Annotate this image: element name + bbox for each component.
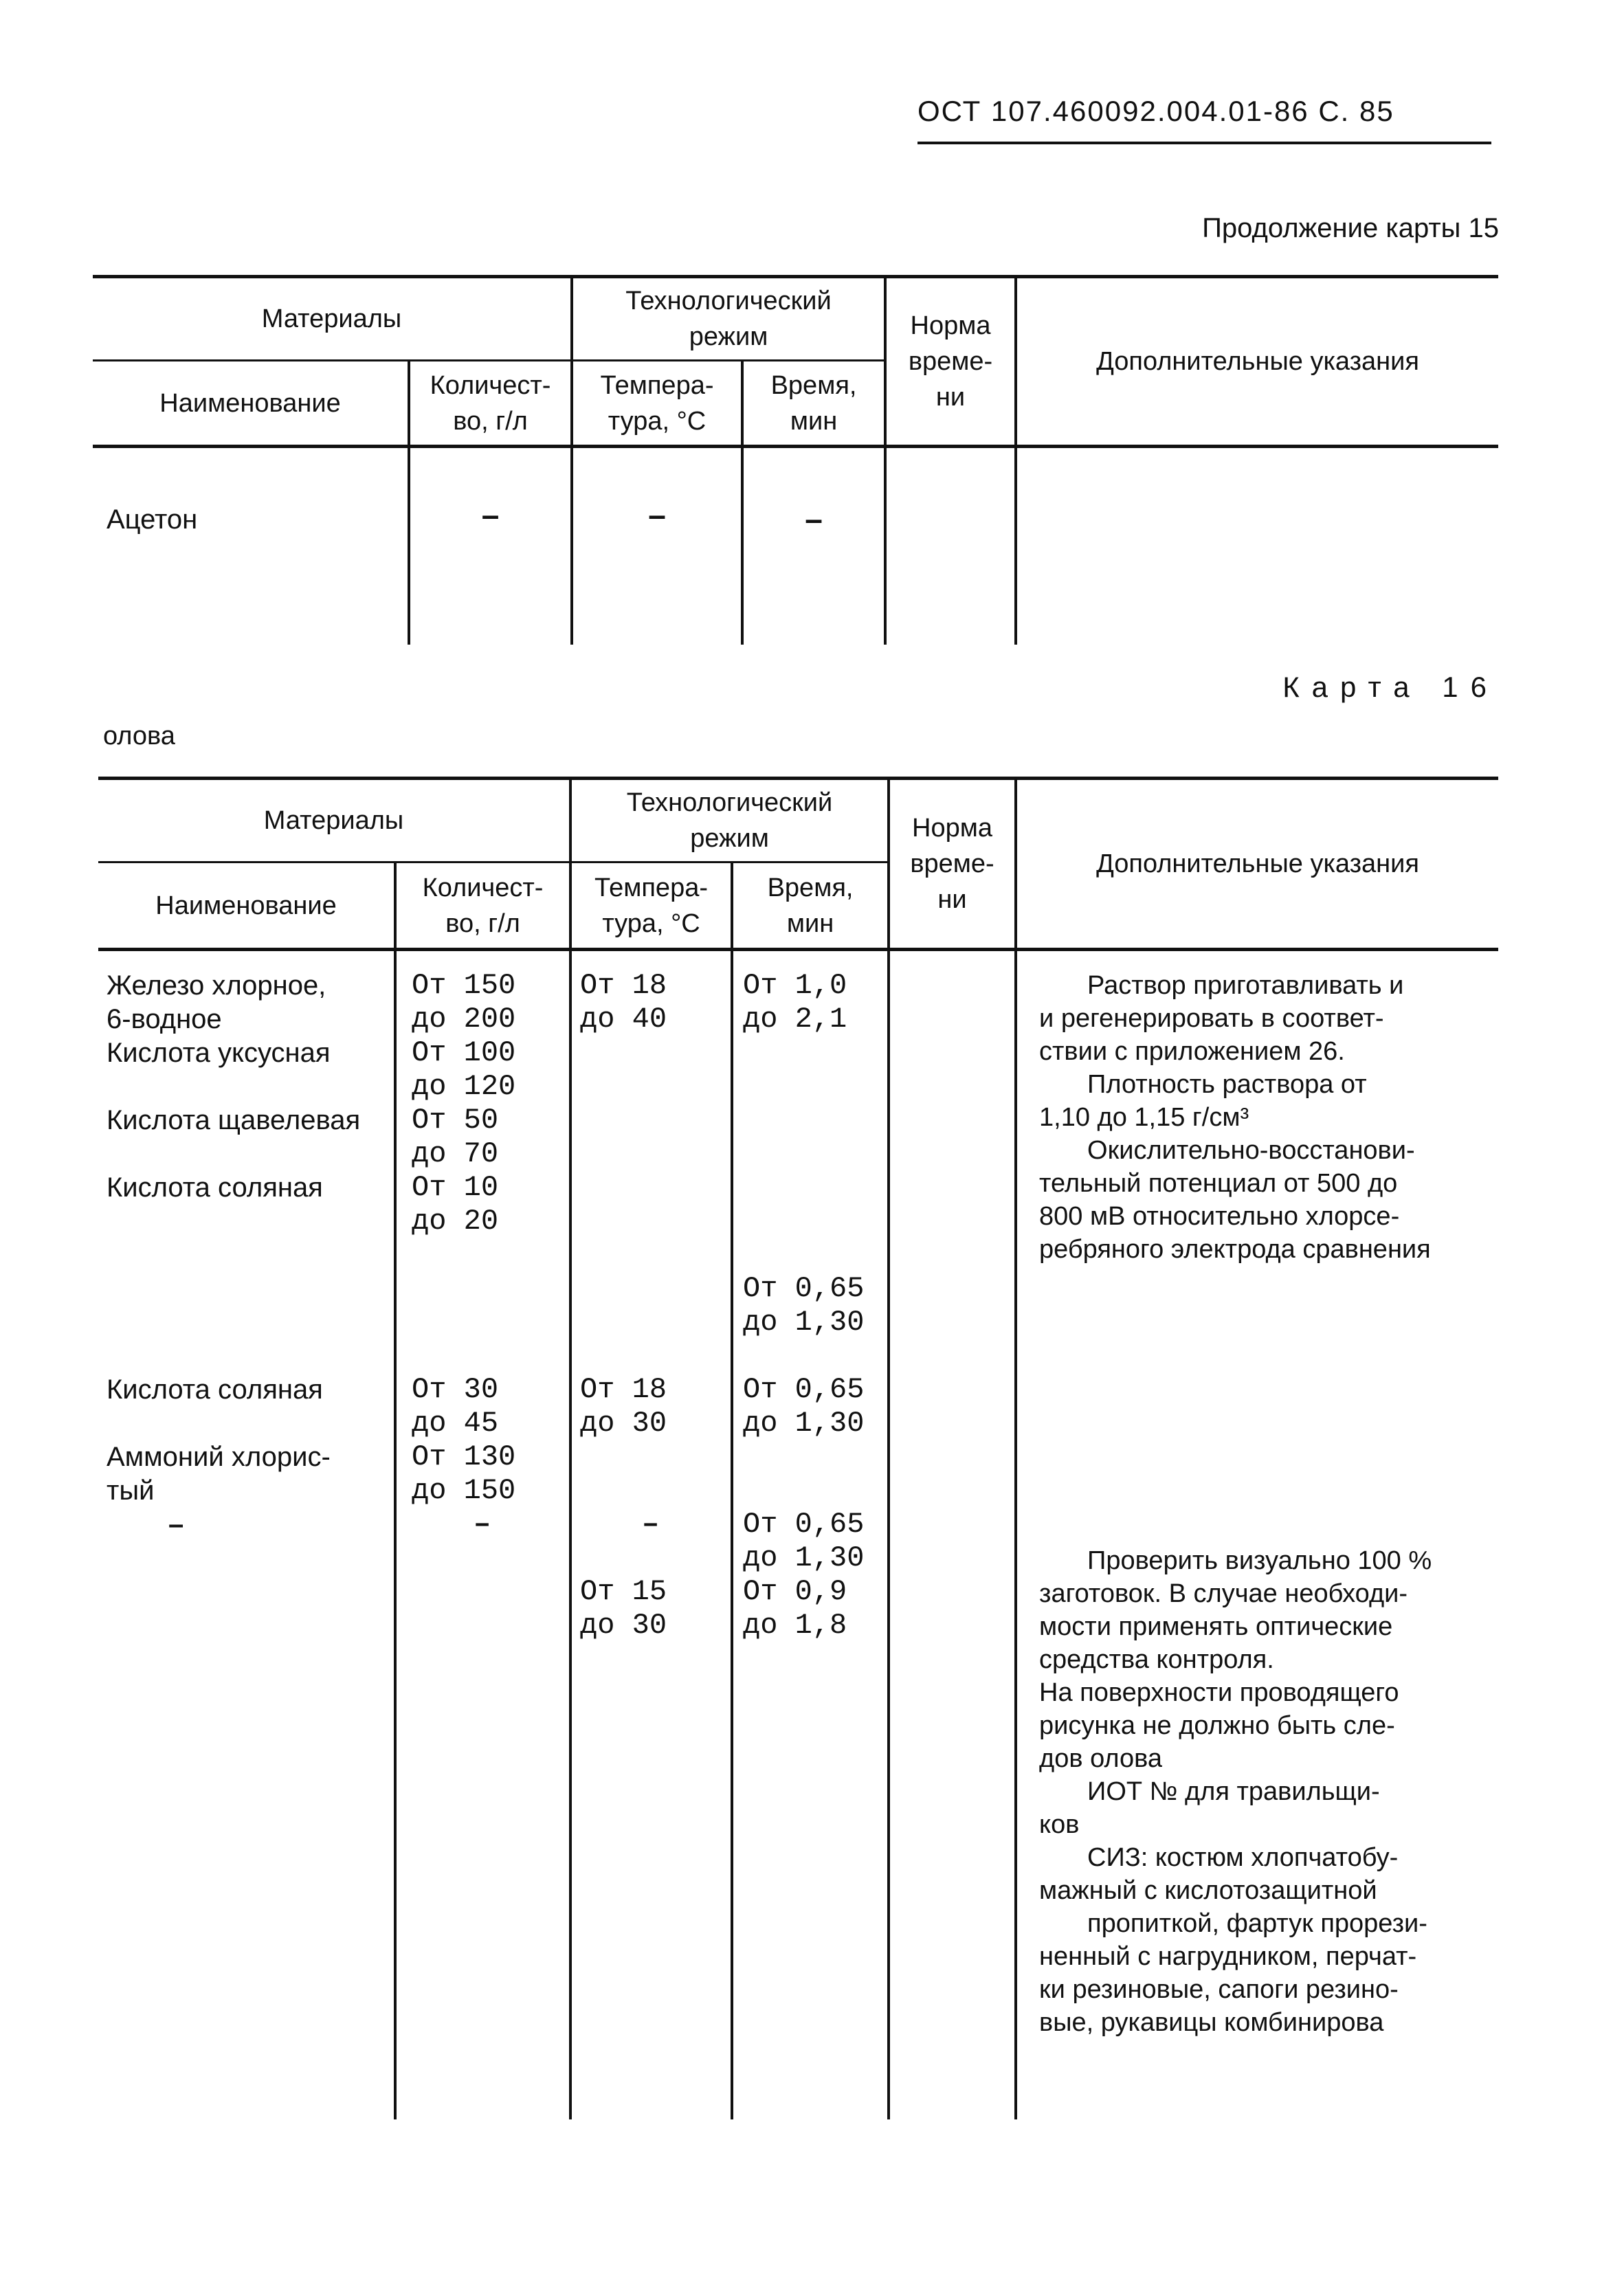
note-line: заготовок. В случае необходи- [1039, 1579, 1408, 1608]
col-time: Время, мин [732, 862, 889, 950]
material-quantity: От 10 [412, 1171, 499, 1204]
notes-inspection [1039, 1544, 1498, 2039]
note-line: Раствор приготавливать и [1087, 971, 1404, 1000]
temperature-value [580, 1205, 731, 1238]
material-quantity [412, 1541, 569, 1575]
material-quantity: От 50 [412, 1104, 499, 1137]
material-name [107, 1306, 394, 1339]
temperature-value [580, 1070, 731, 1104]
col-tech-mode: Технологический режим [572, 277, 885, 361]
time-value [743, 1474, 887, 1508]
temperature-column [580, 969, 731, 1642]
time-value [743, 1440, 887, 1474]
temperature-value [580, 1306, 731, 1339]
norm-column [889, 950, 1016, 2119]
col-temperature: Темпера- тура, °С [572, 361, 742, 447]
note-line: рисунка не должно быть сле- [1039, 1711, 1395, 1740]
material-name [107, 1137, 394, 1171]
names-column [107, 969, 394, 1642]
material-quantity: до 120 [412, 1070, 516, 1103]
material-name [107, 1339, 394, 1373]
material-name [107, 1205, 394, 1238]
material-quantity: От 30 [412, 1373, 499, 1406]
temperature-value: От 18 [580, 1373, 667, 1406]
note-line: На поверхности проводящего [1039, 1678, 1399, 1707]
material-name [107, 1541, 394, 1575]
temperature-value [580, 1171, 731, 1205]
material-quantity: От 130 [412, 1440, 516, 1473]
material-quantity [412, 1339, 569, 1373]
acetone-time: – [742, 447, 885, 645]
material-name: Кислота уксусная [107, 1038, 331, 1068]
document-code: ОСТ 107.460092.004.01-86 С. 85 [917, 95, 1394, 127]
note-line: ки резиновые, сапоги резино- [1039, 1975, 1399, 2004]
material-quantity: до 70 [412, 1137, 499, 1170]
material-name: тый [107, 1475, 155, 1506]
time-value [743, 1238, 887, 1272]
col-time-norm: Норма време- ни [885, 277, 1016, 447]
material-quantity [412, 1575, 569, 1609]
material-name: Железо хлорное, [107, 970, 326, 1001]
col-name: Наименование [98, 862, 395, 950]
material-quantity: до 200 [412, 1003, 516, 1036]
material-name: Кислота соляная [107, 1172, 323, 1203]
time-value: до 1,8 [743, 1609, 847, 1642]
material-name: Кислота щавелевая [107, 1105, 361, 1135]
material-name: – [168, 1509, 184, 1539]
material-name: 6-водное [107, 1004, 222, 1034]
note-line: Окислительно-восстанови- [1087, 1136, 1415, 1165]
acetone-norm [885, 447, 1016, 645]
col-quantity: Количест- во, г/л [409, 361, 572, 447]
time-value [743, 1171, 887, 1205]
material-quantity: до 45 [412, 1407, 499, 1440]
time-value: От 0,65 [743, 1272, 865, 1305]
material-quantity: до 20 [412, 1205, 499, 1238]
note-line: и регенерировать в соответ- [1039, 1004, 1384, 1033]
quantity-column [412, 969, 569, 1642]
note-line: Плотность раствора от [1087, 1070, 1367, 1099]
note-line: 800 мВ относительно хлорсе- [1039, 1202, 1400, 1231]
time-value: От 1,0 [743, 969, 847, 1002]
note-line: дов олова [1039, 1744, 1163, 1773]
note-line: ков [1039, 1810, 1080, 1839]
col-additional: Дополнительные указания [1016, 779, 1498, 950]
material-quantity: От 100 [412, 1036, 516, 1069]
note-line: мажный с кислотозащитной [1039, 1876, 1377, 1905]
material-name [107, 1407, 394, 1440]
temperature-value: до 40 [580, 1003, 667, 1036]
col-quantity: Количест- во, г/л [395, 862, 570, 950]
material-name [107, 1070, 394, 1104]
temperature-value [580, 1104, 731, 1137]
time-value: От 0,65 [743, 1373, 865, 1406]
material-quantity: до 150 [412, 1474, 516, 1507]
material-quantity [412, 1609, 569, 1642]
col-time: Время, мин [742, 361, 885, 447]
time-value [743, 1137, 887, 1171]
notes-column [1039, 969, 1498, 2039]
time-value [743, 1339, 887, 1373]
material-quantity: – [474, 1508, 491, 1541]
temperature-value [580, 1474, 731, 1508]
material-name: Аммоний хлорис- [107, 1442, 331, 1472]
card16-table [98, 777, 1498, 2119]
temperature-value [580, 1339, 731, 1373]
acetone-name: Ацетон [107, 504, 198, 535]
material-name [107, 1238, 394, 1272]
header-rule [917, 142, 1491, 144]
note-line: Проверить визуально 100 % [1087, 1546, 1432, 1575]
time-value [743, 1205, 887, 1238]
card15-table [93, 275, 1498, 645]
material-name: Кислота соляная [107, 1374, 323, 1405]
material-quantity [412, 1238, 569, 1272]
time-value: до 2,1 [743, 1003, 847, 1036]
material-quantity [412, 1272, 569, 1306]
temperature-value [580, 1036, 731, 1070]
card-title: Карта 16 [1282, 671, 1499, 703]
acetone-quantity: – [409, 447, 572, 645]
material-quantity: От 150 [412, 969, 516, 1002]
note-line: 1,10 до 1,15 г/см³ [1039, 1103, 1249, 1132]
temperature-value: до 30 [580, 1407, 667, 1440]
temperature-value: до 30 [580, 1609, 667, 1642]
material-name [107, 1609, 394, 1642]
time-value: От 0,65 [743, 1508, 865, 1541]
note-line: пропиткой, фартук прорези- [1087, 1909, 1427, 1938]
notes-preparation [1039, 969, 1498, 1266]
time-value [743, 1104, 887, 1137]
acetone-temperature: – [572, 447, 742, 645]
acetone-notes [1016, 447, 1498, 645]
temperature-value [580, 1137, 731, 1171]
temperature-value [580, 1272, 731, 1306]
time-value [743, 1036, 887, 1070]
col-name: Наименование [93, 361, 409, 447]
continuation-label: Продолжение карты 15 [1202, 213, 1499, 243]
col-additional: Дополнительные указания [1016, 277, 1498, 447]
note-line: ребряного электрода сравнения [1039, 1235, 1431, 1264]
time-value: От 0,9 [743, 1575, 847, 1608]
card-subtitle: олова [103, 722, 175, 750]
temperature-value [580, 1238, 731, 1272]
col-materials: Материалы [98, 779, 570, 862]
temperature-value [580, 1440, 731, 1474]
note-line: ствии с приложением 26. [1039, 1037, 1345, 1066]
material-name [107, 1272, 394, 1306]
col-temperature: Темпера- тура, °С [570, 862, 732, 950]
note-line: ИОТ № для травильщи- [1087, 1777, 1380, 1806]
material-quantity [412, 1306, 569, 1339]
note-line: тельный потенциал от 500 до [1039, 1169, 1398, 1198]
note-line: вые, рукавицы комбинирова [1039, 2008, 1384, 2037]
note-line: СИЗ: костюм хлопчатобу- [1087, 1843, 1399, 1872]
time-value: до 1,30 [743, 1407, 865, 1440]
time-column [743, 969, 887, 1642]
note-line: мости применять оптические [1039, 1612, 1393, 1641]
temperature-value: От 15 [580, 1575, 667, 1608]
note-line: ненный с нагрудником, перчат- [1039, 1942, 1417, 1971]
temperature-value [580, 1541, 731, 1575]
time-value: до 1,30 [743, 1306, 865, 1339]
time-value: до 1,30 [743, 1541, 865, 1574]
col-time-norm: Норма време- ни [889, 779, 1016, 950]
note-line: средства контроля. [1039, 1645, 1274, 1674]
temperature-value: – [642, 1508, 660, 1541]
col-materials: Материалы [93, 277, 572, 361]
time-value [743, 1070, 887, 1104]
material-name [107, 1575, 394, 1609]
temperature-value: От 18 [580, 969, 667, 1002]
col-tech-mode: Технологический режим [570, 779, 889, 862]
